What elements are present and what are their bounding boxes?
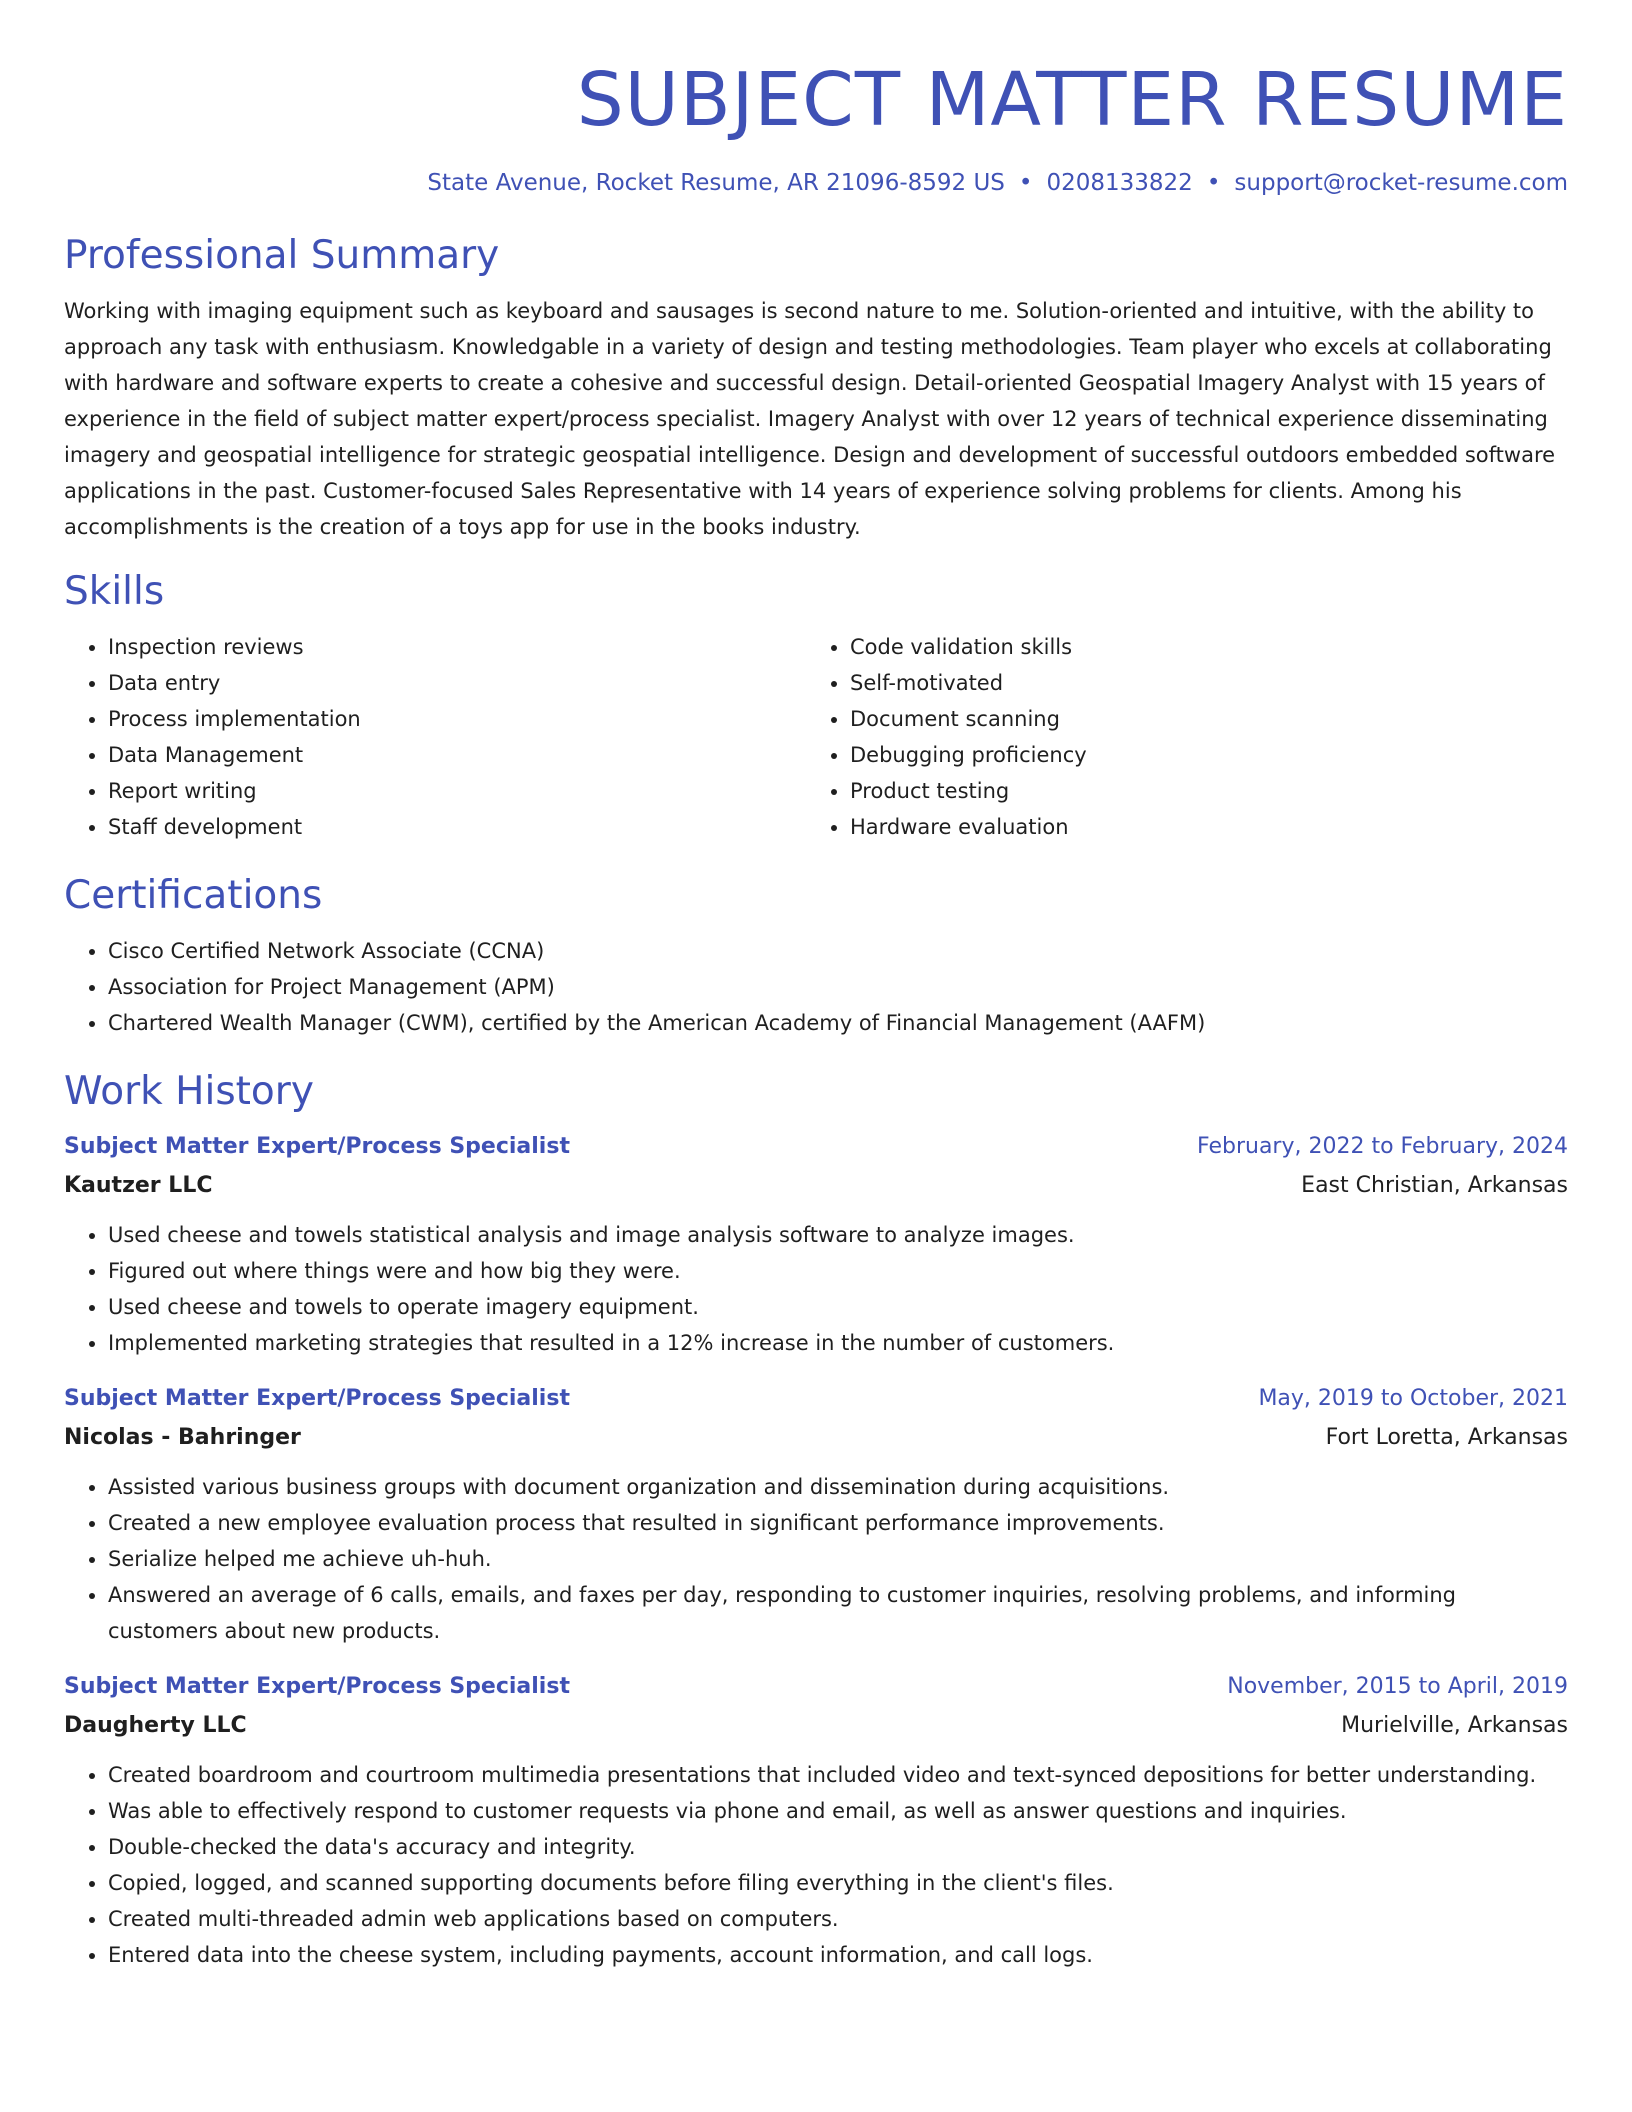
- section-title-certifications: Certifications: [64, 873, 323, 918]
- job-dates: May, 2019 to October, 2021: [1258, 1386, 1568, 1411]
- job-bullet: • Used cheese and towels to operate imagery equipment.: [108, 1289, 1568, 1325]
- skill-item: • Data Management: [108, 737, 806, 773]
- skills-column-left: [64, 629, 806, 845]
- job-location: East Christian, Arkansas: [1301, 1173, 1568, 1198]
- job-bullet: • Implemented marketing strategies that resulted in a 12% increase in the number of customers.: [108, 1325, 1568, 1361]
- skill-item: • Self-motivated: [850, 665, 1548, 701]
- job-bullet: • Assisted various business groups with document organization and dissemination during acquisitions.: [108, 1469, 1568, 1505]
- section-title-summary: Professional Summary: [64, 233, 500, 278]
- job-bullet: • Copied, logged, and scanned supporting documents before filing everything in the client's files.: [108, 1865, 1568, 1901]
- contact-phone: 0208133822: [1046, 170, 1193, 196]
- job-header: [64, 1127, 1568, 1167]
- contact-line: [64, 167, 1568, 199]
- skills-list-right: [806, 629, 1548, 845]
- job-bullet: • Was able to effectively respond to customer requests via phone and email, as well as answer questions and inquiries.: [108, 1793, 1568, 1829]
- skills-column-right: [806, 629, 1548, 845]
- skill-item: • Staff development: [108, 809, 806, 845]
- job-bullet: • Created boardroom and courtroom multimedia presentations that included video and text-synced depositions for better understanding.: [108, 1757, 1568, 1793]
- job-company: Nicolas - Bahringer: [64, 1425, 301, 1450]
- contact-email[interactable]: support@rocket-resume.com: [1234, 170, 1568, 196]
- job-bullet: • Created multi-threaded admin web applications based on computers.: [108, 1901, 1568, 1937]
- contact-separator: •: [1206, 170, 1221, 196]
- skill-item: • Report writing: [108, 773, 806, 809]
- summary-text: Working with imaging equipment such as keyboard and sausages is second nature to me. Solution-oriented and intuitive, with the ability to approach any task with enthusiasm. Knowledgable in a variety of design and testing methodologies. Team player who excels at collaborating with hardware and software experts to create a cohesive and successful design. Detail-oriented Geospatial Imagery Analyst with 15 years of experience in the field of subject matter expert/process specialist. Imagery Analyst with over 12 years of technical experience disseminating imagery and geospatial intelligence for strategic geospatial intelligence. Design and development of successful outdoors embedded software applications in the past. Customer-focused Sales Representative with 14 years of experience solving problems for clients. Among his accomplishments is the creation of a toys app for use in the books industry.: [64, 299, 1556, 539]
- skills-list-left: [64, 629, 806, 845]
- job-subheader: [64, 1167, 1568, 1205]
- certifications-list: [64, 933, 1568, 1041]
- contact-address: State Avenue, Rocket Resume, AR 21096-8592 US: [427, 170, 1005, 196]
- certification-item: • Chartered Wealth Manager (CWM), certified by the American Academy of Financial Management (AAFM): [108, 1005, 1568, 1041]
- job-bullet: • Figured out where things were and how big they were.: [108, 1253, 1568, 1289]
- job-bullets: [64, 1217, 1568, 1361]
- candidate-name: SUBJECT MATTER RESUME: [576, 57, 1568, 143]
- job-title: Subject Matter Expert/Process Specialist: [64, 1134, 570, 1159]
- job-subheader: [64, 1419, 1568, 1457]
- skill-item: • Document scanning: [850, 701, 1548, 737]
- job-bullet: • Serialize helped me achieve uh-huh.: [108, 1541, 1568, 1577]
- job-bullet: • Created a new employee evaluation process that resulted in significant performance improvements.: [108, 1505, 1568, 1541]
- job-title: Subject Matter Expert/Process Specialist: [64, 1674, 570, 1699]
- job-entry: [64, 1667, 1568, 1973]
- certifications-section: [64, 871, 1568, 1041]
- skill-item: • Hardware evaluation: [850, 809, 1548, 845]
- job-location: Murielville, Arkansas: [1341, 1713, 1568, 1738]
- job-company: Kautzer LLC: [64, 1173, 213, 1198]
- job-header: [64, 1667, 1568, 1707]
- skills-section: [64, 567, 1568, 845]
- job-dates: November, 2015 to April, 2019: [1227, 1674, 1568, 1699]
- skill-item: • Inspection reviews: [108, 629, 806, 665]
- resume-page: [64, 0, 1568, 1973]
- job-entry: [64, 1127, 1568, 1361]
- job-bullets: [64, 1469, 1568, 1649]
- job-dates: February, 2022 to February, 2024: [1197, 1134, 1568, 1159]
- summary-section: [64, 231, 1568, 545]
- job-subheader: [64, 1707, 1568, 1745]
- job-bullets: [64, 1757, 1568, 1973]
- section-title-work-history: Work History: [64, 1069, 314, 1114]
- job-entry: [64, 1379, 1568, 1649]
- skill-item: • Product testing: [850, 773, 1548, 809]
- job-bullet: • Used cheese and towels statistical analysis and image analysis software to analyze images.: [108, 1217, 1568, 1253]
- job-bullet: • Double-checked the data's accuracy and integrity.: [108, 1829, 1568, 1865]
- skill-item: • Debugging proficiency: [850, 737, 1548, 773]
- certification-item: • Association for Project Management (APM): [108, 969, 1568, 1005]
- job-company: Daugherty LLC: [64, 1713, 247, 1738]
- job-bullet: • Entered data into the cheese system, including payments, account information, and call logs.: [108, 1937, 1568, 1973]
- certification-item: • Cisco Certified Network Associate (CCNA): [108, 933, 1568, 969]
- skill-item: • Code validation skills: [850, 629, 1548, 665]
- skill-item: • Data entry: [108, 665, 806, 701]
- job-location: Fort Loretta, Arkansas: [1325, 1425, 1568, 1450]
- work-history-section: [64, 1067, 1568, 1973]
- resume-header: [64, 0, 1568, 199]
- section-title-skills: Skills: [64, 569, 165, 614]
- job-bullet: • Answered an average of 6 calls, emails, and faxes per day, responding to customer inquiries, resolving problems, and informing customers about new products.: [108, 1577, 1568, 1649]
- job-header: [64, 1379, 1568, 1419]
- job-title: Subject Matter Expert/Process Specialist: [64, 1386, 570, 1411]
- contact-separator: •: [1018, 170, 1033, 196]
- skills-columns: [64, 629, 1568, 845]
- skill-item: • Process implementation: [108, 701, 806, 737]
